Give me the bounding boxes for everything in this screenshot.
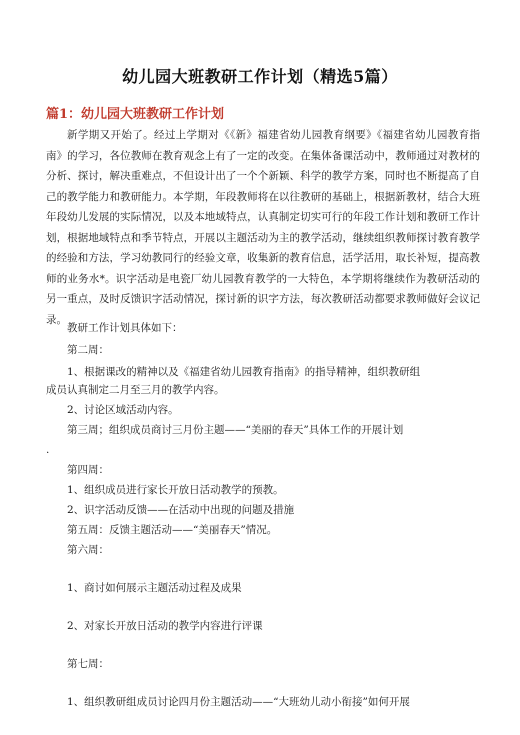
plan-intro: 教研工作计划具体如下： — [67, 322, 183, 334]
week-4-item-2: 2、识字活动反馈——在活动中出现的问题及措施 — [67, 504, 295, 516]
intro-paragraph: 新学期又开始了。经过上学期对《《新》福建省幼儿园教育纲要》《福建省幼儿园教育指南》的学习，各位教师在教育观念上有了一定的改变。在集体备课活动中，教师通过对教材的分析、探讨，解决重难点，不但设计出了一个个新颖、科学的教学方案，同时也不断提高了自己的教学能力和教研能力。本学期，年段教师将在以往教研的基础上，根据新教材，结合大班年段幼儿发展的实际情况，以及本地域特点，认真制定切实可行的年段工作计划和教研工作计划，根据地域特点和季节特点，开展以主题活动为主的教学活动，继续组织教师探讨教育教学的经验和方法，学习幼教同行的经验文章，收集新的教育信息，活学活用，取长补短，提高教师的业务水*。识字活动是电瓷厂幼儿园教育教学的一大特色，本学期将继续作为教研活动的另一重点，及时反馈识字活动情况，探讨新的识字方法，每次教研活动都要求教师做好会议记录。 — [46, 129, 480, 326]
week-2-item-1: 1、根据课改的精神以及《福建省幼儿园教育指南》的指导精神，组织教研组 — [67, 366, 421, 378]
week-3-line: 第三周；组织成员商讨三月份主题——“美丽的春天”具体工作的开展计划 — [67, 424, 404, 436]
document-title: 幼儿园大班教研工作计划（精选5篇） — [122, 67, 398, 86]
week-5-line: 第五周：反馈主题活动——“美丽春天”情况。 — [67, 524, 278, 536]
week-2-heading: 第二周： — [67, 344, 109, 356]
week-7-heading: 第七周： — [67, 658, 109, 670]
week-2-item-1-continued: 成员认真制定二月至三月的教学内容。 — [46, 384, 225, 396]
week-4-item-1: 1、组织成员进行家长开放日活动教学的预教。 — [67, 484, 284, 496]
week-4-heading: 第四周： — [67, 464, 109, 476]
week-6-item-1: 1、商讨如何展示主题活动过程及成果 — [67, 582, 242, 594]
section-heading: 篇1：幼儿园大班教研工作计划 — [46, 107, 225, 122]
week-7-item-1: 1、组织教研组成员讨论四月份主题活动——“大班幼儿动小衔接”如何开展 — [67, 696, 410, 708]
week-2-item-2: 2、讨论区域活动内容。 — [67, 404, 179, 416]
week-3-trailing-dot: . — [46, 444, 50, 456]
week-6-heading: 第六周： — [67, 544, 109, 556]
week-6-item-2: 2、对家长开放日活动的教学内容进行评课 — [67, 620, 263, 632]
